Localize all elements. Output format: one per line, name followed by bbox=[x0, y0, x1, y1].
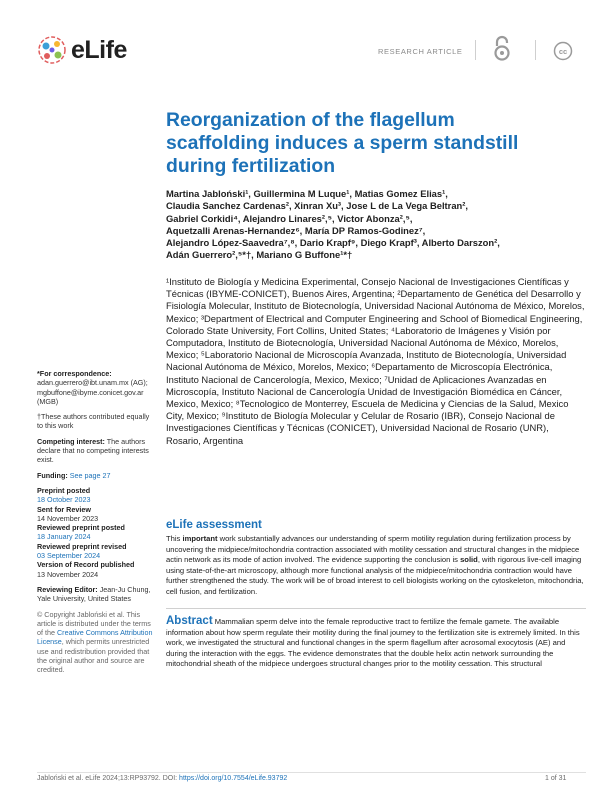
funding-link[interactable]: See page 27 bbox=[69, 470, 111, 480]
competing-interest-text: The authors declare that no competing interests exist. bbox=[37, 436, 149, 465]
competing-interest-label: Competing interest: bbox=[37, 436, 105, 446]
footer-rule bbox=[37, 772, 586, 773]
funding-label: Funding: bbox=[37, 470, 68, 480]
article-sidebar bbox=[37, 369, 157, 681]
history-block bbox=[37, 486, 157, 579]
elife-logo[interactable] bbox=[37, 34, 147, 66]
article-title: Reorganization of the flagellum scaffolding induces a sperm standstill during fertilization bbox=[166, 109, 519, 177]
author-line: Gabriel Corkidi⁴, Alejandro Linares²,⁵, Victor Abonza²,⁵, bbox=[166, 212, 413, 224]
footer-citation: Jabloński et al. eLife 2024;13:RP93792. DOI: https://doi.org/10.7554/eLife.93792 bbox=[37, 775, 288, 782]
assessment-significance: important bbox=[182, 534, 218, 543]
abstract-text: Mammalian sperm delve into the female reproductive tract to fertilize the female gamete. The available information about how sperm regulate their motility during the final journey to the fertilization site is extremely limited. In this work, we investigated the structural and functional changes in the sperm flagellum after acrosomal exocytosis (AE) and during the interaction with the eggs. The evidence demonstrates that the double helix actin network surrounding the mitochondrial sheath of the midpiece undergoes structural changes prior to the motility cessation. This structural bbox=[166, 617, 580, 669]
header-divider bbox=[475, 40, 476, 60]
correspondence-emails[interactable]: adan.guerrero@ibt.unam.mx (AG); mgbuffone@ibyme.conicet.gov.ar (MGB) bbox=[37, 378, 148, 406]
history-label: Reviewed preprint revised bbox=[37, 541, 127, 551]
doi-link[interactable]: https://doi.org/10.7554/eLife.93792 bbox=[179, 775, 288, 782]
history-label: Sent for Review bbox=[37, 504, 91, 514]
author-line: Martina Jabloński¹, Guillermina M Luque¹, Matias Gomez Elias¹, bbox=[166, 188, 448, 199]
history-label: Preprint posted bbox=[37, 485, 91, 495]
author-line: Adán Guerrero²,⁵*†, Mariano G Buffone¹*† bbox=[166, 249, 353, 261]
editor-block bbox=[37, 585, 157, 604]
editor-label: Reviewing Editor: bbox=[37, 584, 98, 594]
svg-text:cc: cc bbox=[558, 47, 568, 56]
editor-name: Jean-Ju Chung, Yale University, United States bbox=[37, 584, 151, 604]
correspondence-block bbox=[37, 369, 157, 406]
history-date-link[interactable]: 18 October 2023 bbox=[37, 495, 91, 505]
assessment-strength: solid bbox=[460, 555, 478, 565]
author-line: Aquetzalli Arenas-Hernandez⁶, María DP Ramos-Godinez⁷, bbox=[166, 224, 426, 236]
open-access-icon bbox=[492, 34, 512, 67]
section-divider bbox=[166, 608, 586, 609]
header-divider bbox=[535, 40, 536, 60]
assessment-heading: eLife assessment bbox=[166, 519, 262, 531]
creative-commons-icon bbox=[553, 41, 573, 66]
copyright-text-end: , which permits unrestricted use and redistribution provided that the original author and source are credited. bbox=[37, 637, 150, 675]
correspondence-label: *For correspondence: bbox=[37, 369, 112, 378]
article-type-label: RESEARCH ARTICLE bbox=[378, 47, 463, 56]
author-list bbox=[166, 188, 586, 262]
history-label: Reviewed preprint posted bbox=[37, 523, 125, 533]
author-line: Alejandro López-Saavedra⁷,⁸, Dario Krapf⁹, Diego Krapf³, Alberto Darszon², bbox=[166, 237, 500, 249]
elife-logo-text: eLife bbox=[71, 35, 127, 64]
author-line: Claudia Sanchez Cardenas², Xinran Xu³, Jose L de La Vega Beltran², bbox=[166, 200, 468, 212]
abstract bbox=[166, 616, 586, 670]
competing-interest-block bbox=[37, 437, 157, 465]
license-link[interactable]: Creative Commons Attribution License bbox=[37, 628, 153, 647]
elife-logo-icon bbox=[37, 35, 67, 65]
funding-block bbox=[37, 471, 157, 480]
affiliations: ¹Instituto de Biología y Medicina Experimental, Consejo Nacional de Investigaciones Científicas y Técnicas (IBYME-CONICET), Buenos Aires, Argentina; ²Departamento de Genética del Desarrollo y Fisiología Molecular, Instituto de Biotecnología, Universidad Nacional Autónoma de México, Morelos, Mexico; ³Department of Electrical and Computer Engineering and School of Biomedical Engineering, Colorado State University, Fort Collins, United States; ⁴Laboratorio de Imágenes y Visión por Computadora, Instituto de Biotecnología, Universidad Nacional Autónoma de México, Morelos, Mexico; ⁵Laboratorio Nacional de Microscopía Avanzada, Instituto de Biotecnología, Universidad Nacional Autónoma de México, Morelos, Mexico; ⁶Departamento de Microscopía Electrónica, Instituto Nacional de Cancerología, Mexico, Mexico; ⁷Unidad de Aplicaciones Avanzadas en Microscopía, Instituto Nacional de Cancerología Unidad de Investigación Biomédica en Cáncer, Mexico, Mexico; ⁸Tecnologico de Monterrey, Escuela de Medicina y Ciencias de la Salud, Mexico City, Mexico; ⁹Instituto de Biología Molecular y Celular de Rosario (IBR), Consejo Nacional de Investigaciones Científicas y Técnicas (CONICET), Universidad Nacional de Rosario (UNR), Rosario, Argentina bbox=[166, 276, 585, 446]
copyright-text: © Copyright Jabloński et al. This article is distributed under the terms of the bbox=[37, 609, 151, 638]
abstract-heading: Abstract bbox=[166, 615, 213, 627]
assessment-text: This important work substantially advances our understanding of sperm motility regulation during fertilization process by uncovering the midpiece/mitochondria contraction associated with motility cessation and structural changes in the midpiece actin network as its mode of action involved. The evidence supporting the conclusion is solid, with rigorous live-cell imaging using state-of-the-art microscopy, although more functional analysis of the midpiece/mitochondria contraction would have further strengthened the study. The work will be of broad interest to cell biologists working on the cytoskeleton, mitochondria, cell fusion, and fertilization. bbox=[166, 534, 584, 596]
equal-contribution-text: †These authors contributed equally to this work bbox=[37, 412, 150, 431]
history-label: Version of Record published bbox=[37, 560, 135, 570]
history-date: 13 November 2024 bbox=[37, 569, 99, 579]
copyright-block bbox=[37, 610, 157, 675]
history-date: 14 November 2023 bbox=[37, 513, 99, 523]
equal-contribution-note bbox=[37, 412, 157, 431]
history-date-link[interactable]: 18 January 2024 bbox=[37, 532, 91, 542]
page-number: 1 of 31 bbox=[545, 775, 567, 782]
history-date-link[interactable]: 03 September 2024 bbox=[37, 551, 101, 561]
